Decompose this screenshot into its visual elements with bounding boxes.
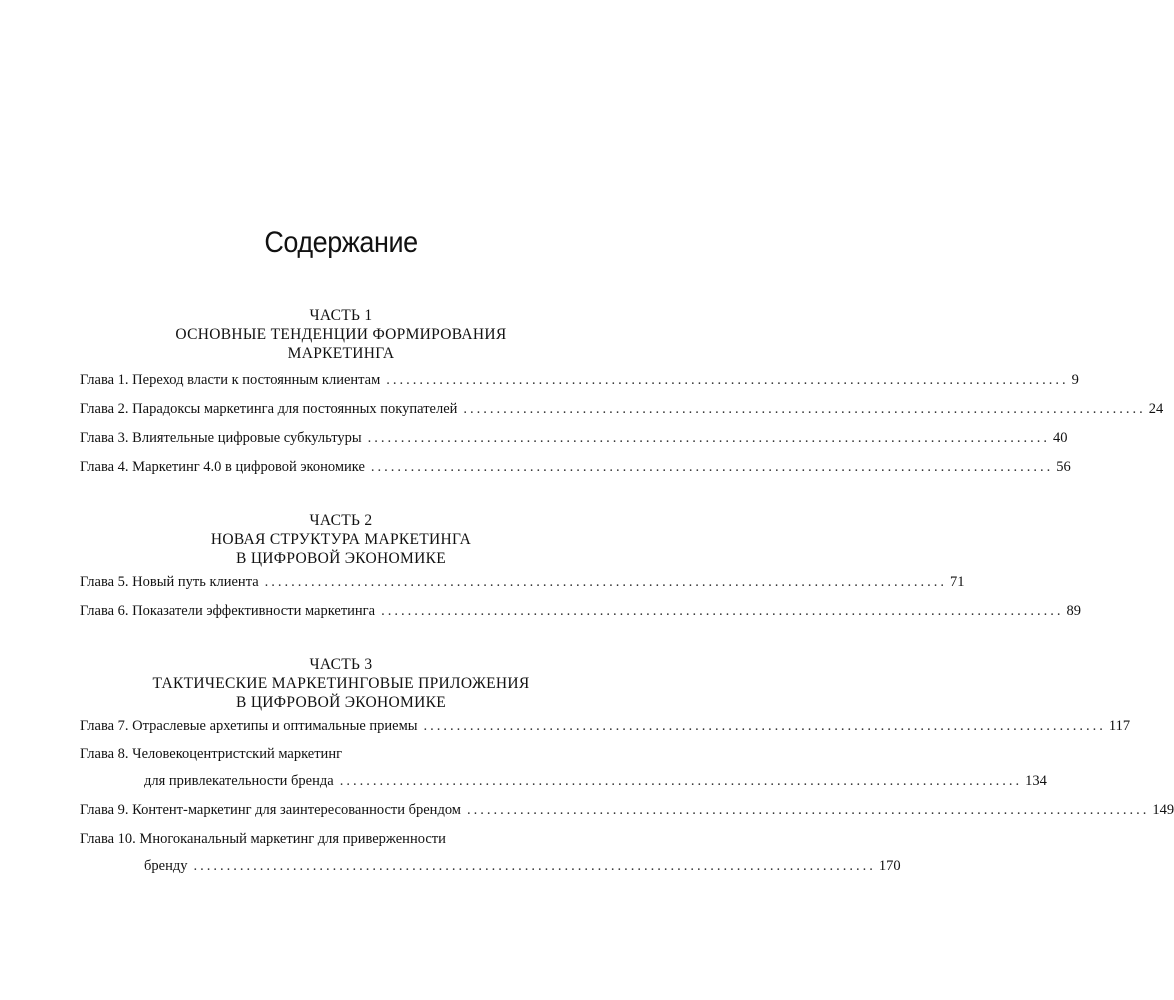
- part-number: ЧАСТЬ 2: [309, 512, 373, 529]
- page-number: 9: [1071, 372, 1079, 388]
- dot-leader: .......................................................................................................: [381, 603, 1064, 619]
- part-title-line: В ЦИФРОВОЙ ЭКОНОМИКЕ: [236, 694, 446, 711]
- dot-leader: .......................................................................................................: [367, 430, 1050, 446]
- page-number: 24: [1148, 401, 1164, 417]
- chapter-label: Глава 1. Переход власти к постоянным клиентам: [80, 372, 381, 388]
- part-1-heading: [0, 306, 682, 363]
- dot-leader: .......................................................................................................: [264, 574, 948, 590]
- dot-leader: .......................................................................................................: [466, 802, 1150, 818]
- chapter-label: Глава 9. Контент-маркетинг для заинтересованности брендом: [80, 802, 461, 818]
- page-number: 56: [1056, 459, 1071, 475]
- page-number: 40: [1052, 430, 1068, 446]
- page-number: 117: [1108, 718, 1131, 734]
- part-3-heading: [0, 655, 682, 712]
- toc-entry-chapter-7[interactable]: [80, 716, 1131, 736]
- dot-leader: .......................................................................................................: [386, 372, 1069, 388]
- chapter-label: Глава 6. Показатели эффективности маркетинга: [80, 603, 376, 619]
- part-title-line: МАРКЕТИНГА: [287, 345, 395, 362]
- toc-entry-chapter-3[interactable]: [80, 428, 1068, 448]
- chapter-label: Глава 4. Маркетинг 4.0 в цифровой экономике: [80, 459, 365, 475]
- toc-entry-chapter-9[interactable]: [80, 800, 1174, 820]
- toc-entry-chapter-8[interactable]: [144, 771, 1047, 791]
- part-title-line: В ЦИФРОВОЙ ЭКОНОМИКЕ: [236, 550, 446, 567]
- toc-entry-chapter-4[interactable]: [80, 457, 1071, 477]
- chapter-8-label-line-1: Глава 8. Человекоцентристский маркетинг: [80, 746, 343, 762]
- chapter-label: Глава 2. Парадоксы маркетинга для постоянных покупателей: [80, 401, 458, 417]
- part-2-heading: [0, 511, 682, 568]
- part-number: ЧАСТЬ 1: [309, 307, 373, 324]
- toc-entry-chapter-10[interactable]: [144, 856, 901, 876]
- chapter-label: Глава 7. Отраслевые архетипы и оптимальные приемы: [80, 718, 418, 734]
- dot-leader: .......................................................................................................: [463, 401, 1146, 417]
- page-number: 134: [1025, 773, 1047, 789]
- dot-leader: .......................................................................................................: [193, 858, 876, 874]
- part-title-line: ОСНОВНЫЕ ТЕНДЕНЦИИ ФОРМИРОВАНИЯ: [175, 326, 507, 343]
- part-number: ЧАСТЬ 3: [309, 656, 373, 673]
- part-title-line: НОВАЯ СТРУКТУРА МАРКЕТИНГА: [210, 531, 472, 548]
- dot-leader: .......................................................................................................: [423, 718, 1106, 734]
- dot-leader: .......................................................................................................: [339, 773, 1023, 789]
- chapter-label: бренду: [144, 858, 188, 874]
- toc-entry-chapter-6[interactable]: [80, 601, 1081, 621]
- page-number: 170: [878, 858, 901, 874]
- chapter-10-label-line-1: Глава 10. Многоканальный маркетинг для приверженности: [80, 831, 446, 847]
- chapter-label: Глава 5. Новый путь клиента: [80, 574, 259, 590]
- toc-entry-chapter-2[interactable]: [80, 399, 1164, 419]
- dot-leader: .......................................................................................................: [370, 459, 1054, 475]
- toc-entry-chapter-1[interactable]: [80, 370, 1079, 390]
- part-title-line: ТАКТИЧЕСКИЕ МАРКЕТИНГОВЫЕ ПРИЛОЖЕНИЯ: [152, 675, 530, 692]
- page-number: 149: [1152, 802, 1174, 818]
- page-title: Содержание: [264, 226, 418, 259]
- chapter-label: Глава 3. Влиятельные цифровые субкультуры: [80, 430, 362, 446]
- page-number: 89: [1066, 603, 1081, 619]
- toc-entry-chapter-5[interactable]: [80, 572, 965, 592]
- chapter-label: для привлекательности бренда: [144, 773, 334, 789]
- page-number: 71: [950, 574, 965, 590]
